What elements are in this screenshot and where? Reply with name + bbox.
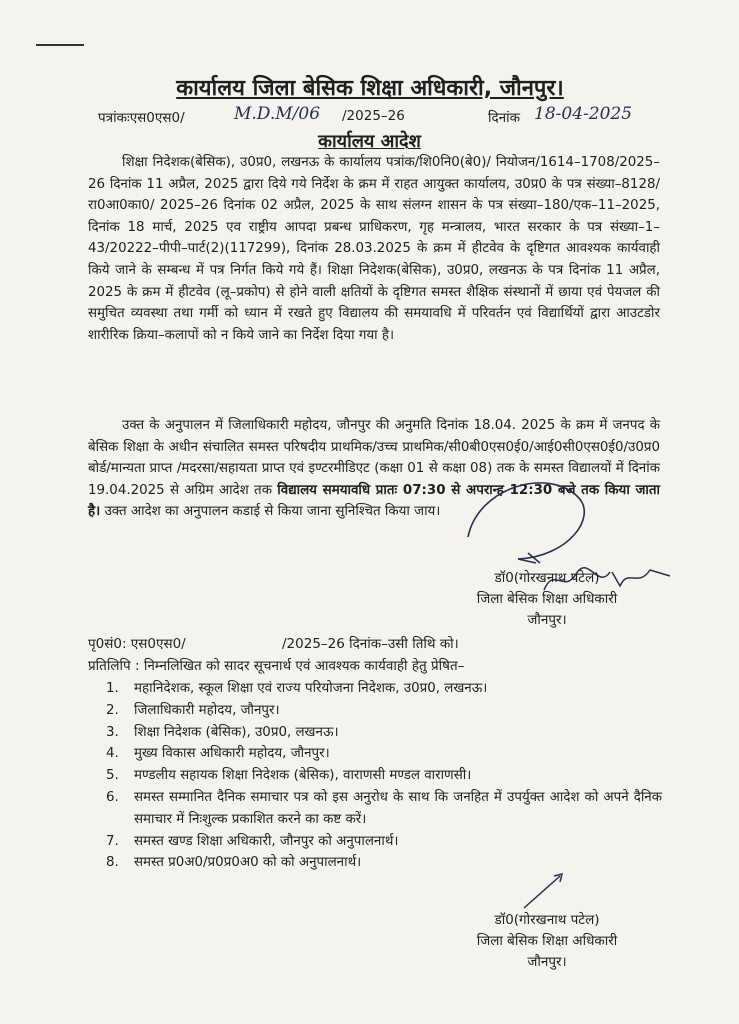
signature-block-2 [452,910,642,973]
order-title: कार्यालय आदेश [318,131,421,152]
copy-list-item [106,743,662,765]
copy-list-number: 3. [106,724,119,740]
copy-list-number: 5. [106,768,119,784]
copy-intro: प्रतिलिपि : निम्नलिखित को सादर सूचनार्थ एवं आवश्यक कार्यवाही हेतु प्रेषित– [88,658,465,674]
endorsement-ref: पृ0सं0: एस0एस0/ [88,636,186,652]
copy-list-number: 1. [106,681,119,696]
paragraph-2-bold: विद्यालय समयावधि प्रातः 07:30 से अपरान्ह 12:30 बजे तक किया जाता है। [88,482,660,520]
signatory-place: जौनपुर। [527,612,567,628]
copy-list-text: समस्त सम्मानित दैनिक समाचार पत्र को इस अनुरोध के साथ कि जनहित में उपर्युक्त आदेश को अपने दैनिक समाचार में निःशुल्क प्रकाशित करने का कष्ट करें। [134,789,662,827]
signatory-place: जौनपुर। [527,954,567,970]
endorsement-date: /2025–26 दिनांक–उसी तिथि को। [282,636,459,652]
copy-list-item [106,852,662,874]
copy-list [106,678,662,874]
signature-scribble-2 [520,872,570,912]
signature-block-1 [452,568,642,631]
copy-list-number: 7. [106,833,119,849]
copy-list-item [106,678,662,700]
paragraph-1: शिक्षा निदेशक(बेसिक), उ0प्र0, लखनऊ के कार्यालय पत्रांक/शि0नि0(बे0)/ नियोजन/1614–1708/2025–26 दिनांक 11 अप्रैल, 2025 द्वारा दिये गये निर्देश के क्रम में राहत आयुक्त कार्यालय, उ0प्र0 के पत्र संख्या–8128/रा0आ0का0/ 2025–26 दिनांक 02 अप्रैल, 2025 के साथ संलग्न शासन के पत्र संख्या–180/एक–11–2025, दिनांक 18 मार्च, 2025 एव राष्ट्रीय आपदा प्रबन्ध प्राधिकरण, गृह मन्त्रालय, भारत सरकार के पत्र संख्या–1–43/20222–पीपी–पार्ट(2)(117299), दिनांक 28.03.2025 के क्रम में हीटवेव के दृष्टिगत आवश्यक कार्यवाही किये जाने के सम्बन्ध में पत्र निर्गत किये गये हैं। शिक्षा निदेशक(बेसिक), उ0प्र0, लखनऊ के पत्र दिनांक 11 अप्रैल, 2025 के क्रम में हीटवेव (लू–प्रकोप) से होने वाली क्षतियों के दृष्टिगत समस्त शैक्षिक संस्थानों में छाया एवं पेयजल की समुचित व्यवस्था तथा गर्मी को ध्यान में रखते हुए विद्यालय की समयावधि में परिवर्तन एवं विद्यार्थियों द्वारा आउटडोर शारीरिक क्रिया–कलापों को न किये जाने का निर्देश दिया गया है। [88,155,660,343]
signatory-designation: जिला बेसिक शिक्षा अधिकारी [476,591,618,607]
office-title: कार्यालय जिला बेसिक शिक्षा अधिकारी, जौनपुर। [176,76,564,101]
copy-list-number: 6. [106,789,119,805]
ref-prefix: पत्रांकःएस0एस0/ [98,110,185,126]
signatory-name: डॉ0(गोरखनाथ पटेल) [494,912,600,928]
date-label: दिनांक [488,110,521,126]
copy-list-number: 4. [106,746,119,762]
ink-stamp-mark [458,467,608,567]
copy-list-number: 2. [106,702,119,718]
ref-handwritten: M.D.M/06 [234,104,321,124]
copy-list-item [106,700,662,722]
copy-list-number: 8. [106,855,119,871]
copy-list-text: महानिदेशक, स्कूल शिक्षा एवं राज्य परियोजना निदेशक, उ0प्र0, लखनऊ। [134,681,488,696]
copy-list-item [106,722,662,744]
ref-year: /2025–26 [342,108,405,124]
copy-list-item [106,831,662,853]
top-dash-mark [36,44,84,46]
date-handwritten: 18-04-2025 [534,104,633,124]
copy-list-text: समस्त खण्ड शिक्षा अधिकारी, जौनपुर को अनुपालनार्थ। [134,833,399,849]
copy-list-text: शिक्षा निदेशक (बेसिक), उ0प्र0, लखनऊ। [134,724,339,740]
copy-list-text: समस्त प्र0अ0/प्र0प्र0अ0 को को अनुपालनार्थ। [134,855,362,871]
copy-list-text: जिलाधिकारी महोदय, जौनपुर। [134,702,280,718]
copy-list-item [106,765,662,787]
signatory-designation: जिला बेसिक शिक्षा अधिकारी [476,933,618,949]
copy-list-text: मुख्य विकास अधिकारी महोदय, जौनपुर। [134,746,330,762]
copy-list-item [106,787,662,831]
copy-list-text: मण्डलीय सहायक शिक्षा निदेशक (बेसिक), वाराणसी मण्डल वाराणसी। [134,768,472,784]
signatory-name: डॉ0(गोरखनाथ पटेल) [494,570,600,586]
paragraph-2-tail: उक्त आदेश का अनुपालन कडाई से किया जाना सुनिश्चित किया जाय। [104,504,441,520]
paragraph-2-text: उक्त के अनुपालन में जिलाधिकारी महोदय, जौनपुर की अनुमति दिनांक 18.04. 2025 के क्रम में जनपद के बेसिक शिक्षा के अधीन संचालित समस्त परिषदीय प्राथमिक/उच्च प्राथमिक/सी0बी0एस0ई0/आई0सी0एस0ई0/उ0प्र0 बोर्ड/मान्यता प्राप्त /मदरसा/सहायता प्राप्त एवं इण्टरमीडिएट (कक्षा 01 से कक्षा 08) तक के समस्त विद्यालयों में दिनांक 19.04.2025 से अग्रिम आदेश तक [88,418,660,498]
